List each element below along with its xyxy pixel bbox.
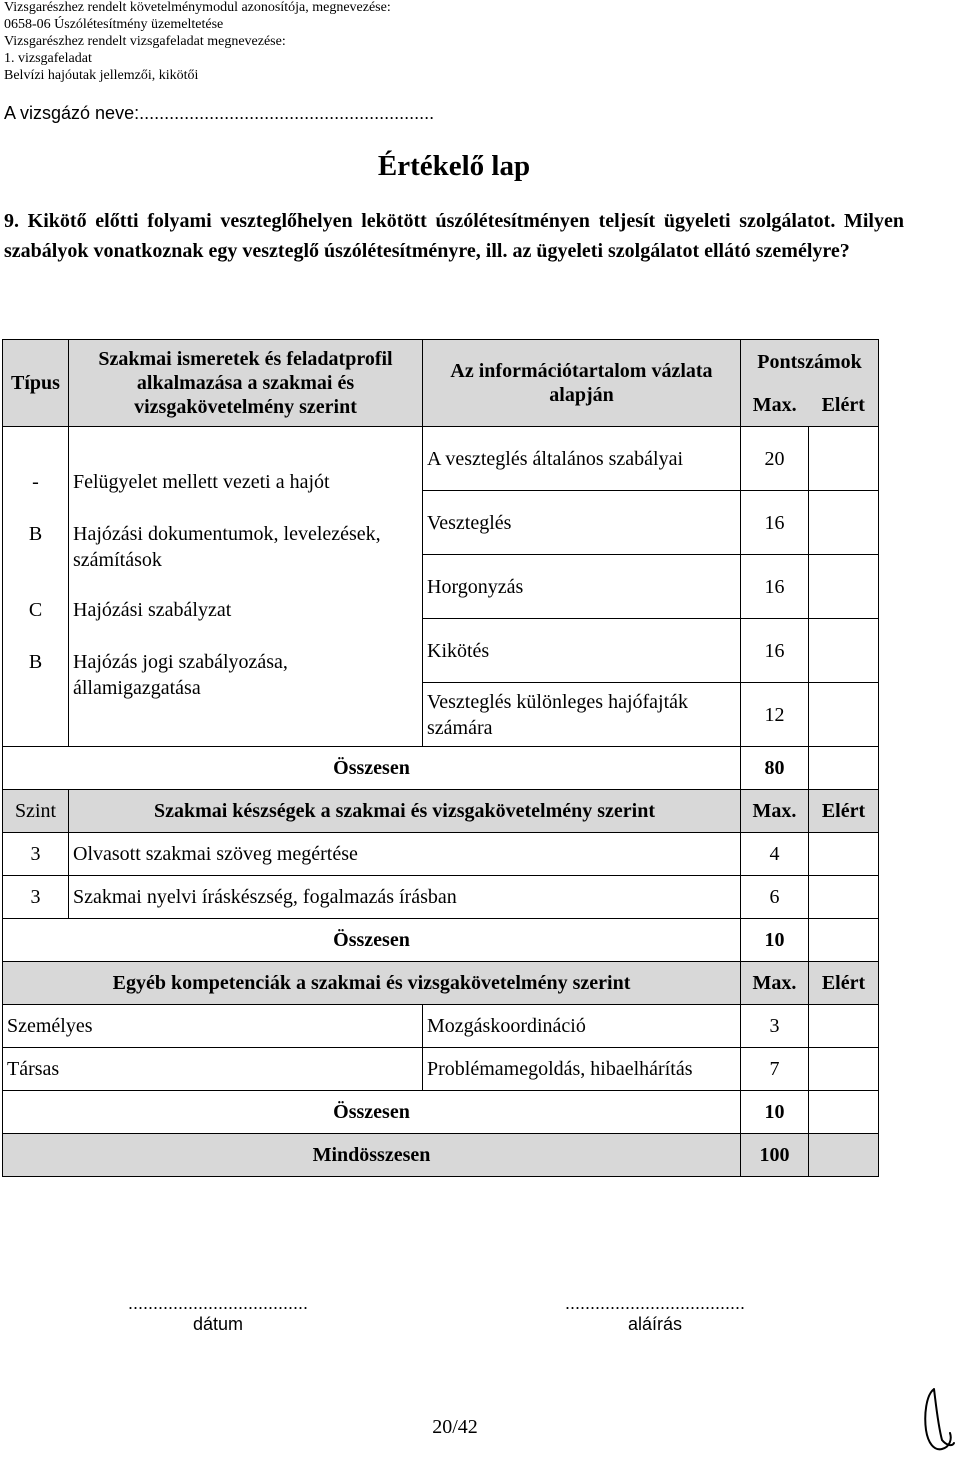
table-row [3,1048,879,1091]
competence-achieved [809,1048,879,1091]
subtotal-label: Összesen [3,1091,741,1134]
competence-max: 7 [741,1048,809,1091]
outline-item: Horgonyzás [423,555,741,619]
knowledge-item: Hajózási dokumentumok, levelezések, számítások [73,523,381,571]
skill-label: Szakmai nyelvi íráskészség, fogalmazás írásban [69,876,741,919]
other-achieved-header: Elért [809,962,879,1005]
grand-total-achieved [809,1134,879,1177]
exam-question: 9. Kikötő előtti folyami veszteglőhelyen lekötött úszólétesítményen teljesít ügyeleti szolgálatot. Milyen szabályok vonatkoznak egy veszteglő úszólétesítményre, ill. az ügyeleti szolgálatot ellátó személyre? [4,210,904,262]
subtotal-achieved [809,919,879,962]
subtotal-achieved [809,747,879,790]
competence-achieved [809,1005,879,1048]
header-module-label: Vizsgarészhez rendelt követelménymodul azonosítója, megnevezése: [4,0,391,15]
skill-level: 3 [3,833,69,876]
evaluation-table [2,339,879,1177]
subtotal-max: 80 [741,747,809,790]
subtotal-max: 10 [741,1091,809,1134]
date-field [88,1293,348,1335]
page-number: 20/42 [432,1416,478,1438]
knowledge-column [69,427,423,747]
skill-level: 3 [3,876,69,919]
table-row [3,1005,879,1048]
handwritten-initial-mark [922,1385,956,1455]
skills-achieved-header: Elért [809,790,879,833]
knowledge-item: Felügyelet mellett vezeti a hajót [73,471,330,493]
grand-total-row [3,1134,879,1177]
header-task-name: Belvízi hajóutak jellemzői, kikötői [4,68,199,83]
subtotal-achieved [809,1091,879,1134]
type-cell: B [28,523,43,545]
signature-field [525,1293,785,1335]
subtotal-max: 10 [741,919,809,962]
type-cell: - [32,471,39,493]
subtotal-row [3,747,879,790]
outline-max: 16 [741,491,809,555]
outline-item: A veszteglés általános szabályai [423,427,741,491]
outline-item: Veszteglés különleges hajófajták számára [423,683,741,747]
level-header: Szint [3,790,69,833]
competence-category: Társas [3,1048,423,1091]
competence-category: Személyes [3,1005,423,1048]
competence-label: Mozgáskoordináció [423,1005,741,1048]
skill-achieved [809,876,879,919]
outline-item: Veszteglés [423,491,741,555]
signature-label: aláírás [627,1314,683,1334]
outline-achieved [809,555,879,619]
page-title: Értékelő lap [377,150,531,182]
competence-label: Problémamegoldás, hibaelhárítás [423,1048,741,1091]
outline-achieved [809,491,879,555]
skills-header-row [3,790,879,833]
grand-total-label: Mindösszesen [3,1134,741,1177]
subtotal-row [3,1091,879,1134]
skills-header: Szakmai készségek a szakmai és vizsgakövetelmény szerint [69,790,741,833]
skill-max: 4 [741,833,809,876]
table-header-row [3,340,879,385]
outline-max: 12 [741,683,809,747]
skills-max-header: Max. [741,790,809,833]
other-header: Egyéb kompetenciák a szakmai és vizsgakövetelmény szerint [3,962,741,1005]
skill-achieved [809,833,879,876]
outline-achieved [809,427,879,491]
achieved-header: Elért [809,385,879,427]
points-header: Pontszámok [741,340,879,385]
outline-max: 16 [741,619,809,683]
table-row [3,427,879,491]
knowledge-header: Szakmai ismeretek és feladatprofil alkalmazása a szakmai és vizsgakövetelmény szerint [69,340,423,427]
type-column [3,427,69,747]
date-dots: .................................... [127,1293,309,1313]
other-max-header: Max. [741,962,809,1005]
signature-dots: .................................... [564,1293,746,1313]
skill-max: 6 [741,876,809,919]
header-task-number: 1. vizsgafeladat [4,51,92,66]
examinee-name-line: A vizsgázó neve:........................................................... [4,103,435,123]
outline-achieved [809,619,879,683]
header-task-label: Vizsgarészhez rendelt vizsgafeladat megnevezése: [4,34,286,49]
date-label: dátum [192,1314,244,1334]
outline-achieved [809,683,879,747]
subtotal-label: Összesen [3,747,741,790]
header-module-name: 0658-06 Úszólétesítmény üzemeltetése [4,17,224,32]
competence-max: 3 [741,1005,809,1048]
table-row [3,833,879,876]
subtotal-row [3,919,879,962]
grand-total-max: 100 [741,1134,809,1177]
type-cell: B [28,651,43,673]
outline-max: 20 [741,427,809,491]
skill-label: Olvasott szakmai szöveg megértése [69,833,741,876]
outline-item: Kikötés [423,619,741,683]
type-header: Típus [3,340,69,427]
outline-max: 16 [741,555,809,619]
knowledge-item: Hajózási szabályzat [73,599,232,621]
outline-header: Az információtartalom vázlata alapján [423,340,741,427]
subtotal-label: Összesen [3,919,741,962]
max-header: Max. [741,385,809,427]
table-row [3,876,879,919]
knowledge-item: Hajózás jogi szabályozása, államigazgatása [73,651,288,699]
other-header-row [3,962,879,1005]
type-cell: C [28,599,43,621]
